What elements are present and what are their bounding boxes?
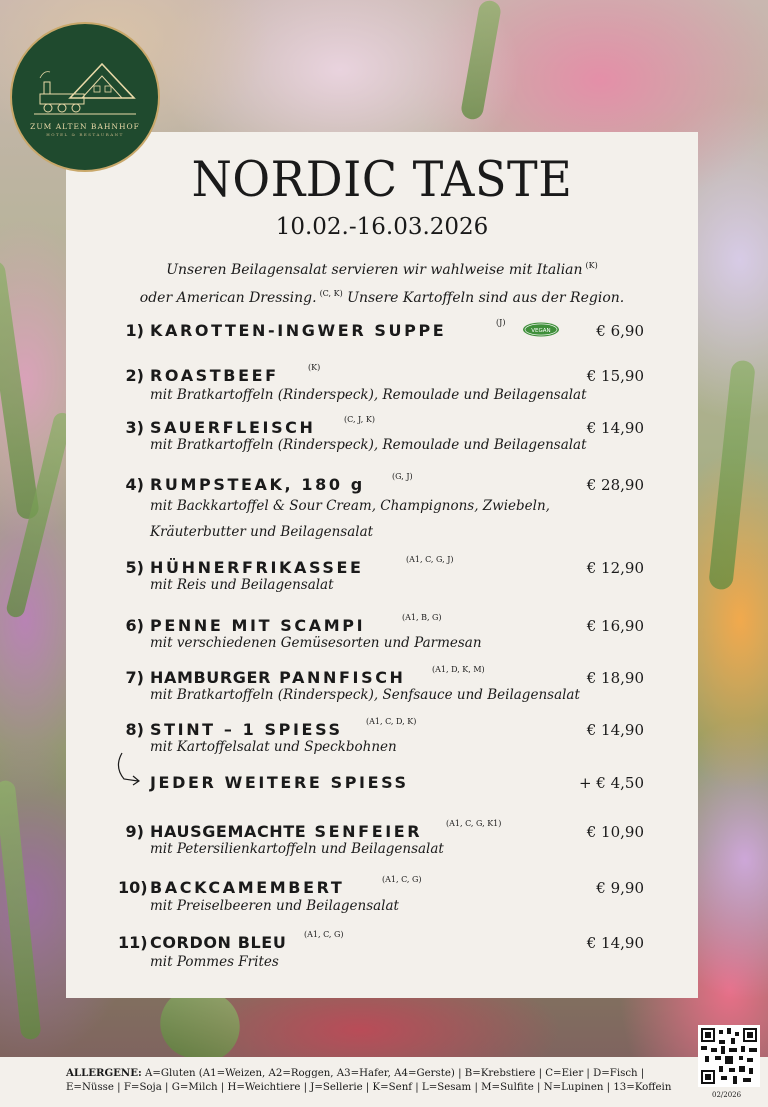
intro-line-2b: Unsere Kartoffeln sind aus der Region. [347, 290, 625, 306]
item-description: mit Bratkartoffeln (Rinderspeck), Senfsauce und Beilagensalat [150, 687, 580, 703]
item-description: mit Bratkartoffeln (Rinderspeck), Remoulade und Beilagensalat [150, 437, 587, 453]
item-number: 1) [125, 321, 144, 340]
item-price: € 14,90 [586, 419, 644, 437]
item-price: € 18,90 [586, 669, 644, 687]
item-name: JEDER WEITERE SPIESS [150, 773, 409, 792]
item-price: € 6,90 [596, 322, 644, 340]
item-description: mit Pommes Frites [150, 954, 279, 970]
item-description: mit Backkartoffel & Sour Cream, Champignons, Zwiebeln, [150, 498, 550, 514]
menu-card [66, 132, 698, 998]
qr-date: 02/2026 [712, 1091, 742, 1099]
item-name-part-b: PANNFISCH [279, 668, 406, 687]
item-allergens: (J) [496, 318, 506, 327]
item-name-part-b: SENFEIER [314, 822, 423, 841]
allergen-legend [66, 1066, 676, 1095]
item-price: € 14,90 [586, 934, 644, 952]
curved-arrow-icon [114, 751, 144, 787]
item-name: CORDON BLEU [150, 933, 287, 952]
qr-code[interactable] [698, 1025, 760, 1087]
item-price: € 15,90 [586, 367, 644, 385]
item-name: ROASTBEEF [150, 366, 279, 385]
item-number: 8) [125, 720, 144, 739]
item-number: 5) [125, 558, 144, 577]
item-price: € 10,90 [586, 823, 644, 841]
item-number: 11) [118, 933, 148, 952]
intro-allergens-1: (K) [585, 261, 598, 270]
item-price: € 16,90 [586, 617, 644, 635]
item-number: 4) [125, 475, 144, 494]
item-description: mit Reis und Beilagensalat [150, 577, 334, 593]
item-description: mit Kartoffelsalat und Speckbohnen [150, 739, 397, 755]
item-price: € 9,90 [596, 879, 644, 897]
item-name: SAUERFLEISCH [150, 418, 316, 437]
item-allergens: (A1, C, G, J) [406, 555, 454, 564]
item-number: 9) [125, 822, 144, 841]
item-name-part-a: HAUSGEMACHTE [150, 822, 307, 841]
item-name: BACKCAMEMBERT [150, 878, 345, 897]
item-number: 2) [125, 366, 144, 385]
allergen-line-2: E=Nüsse | F=Soja | G=Milch | H=Weichtiere | J=Sellerie | K=Senf | L=Sesam | M=Sulfite | N=Lupinen | 13=Koffein [66, 1082, 672, 1093]
allergen-line-1: A=Gluten (A1=Weizen, A2=Roggen, A3=Hafer, A4=Gerste) | B=Krebstiere | C=Eier | D=Fisch | [145, 1068, 645, 1079]
item-description: mit verschiedenen Gemüsesorten und Parmesan [150, 635, 482, 651]
item-description: mit Bratkartoffeln (Rinderspeck), Remoulade und Beilagensalat [150, 387, 587, 403]
item-allergens: (A1, B, G) [402, 613, 442, 622]
intro-line-2a: oder American Dressing. [139, 290, 317, 306]
leaf-decoration [0, 780, 42, 1041]
item-allergens: (A1, D, K, M) [432, 665, 485, 674]
item-number: 6) [125, 616, 144, 635]
item-price: € 28,90 [586, 476, 644, 494]
item-name: PENNE MIT SCAMPI [150, 616, 366, 635]
item-number: 3) [125, 418, 144, 437]
item-allergens: (C, J, K) [344, 415, 375, 424]
item-name-part-a: HAMBURGER [150, 668, 271, 687]
vegan-badge-label: VEGAN [531, 327, 551, 334]
restaurant-logo [10, 22, 160, 172]
item-allergens: (K) [308, 363, 321, 372]
item-name: HÜHNERFRIKASSEE [150, 558, 364, 577]
item-allergens: (A1, C, G) [382, 875, 422, 884]
item-description: mit Preiselbeeren und Beilagensalat [150, 898, 399, 914]
logo-name: ZUM ALTEN BAHNHOF [30, 121, 140, 131]
qr-code-icon [701, 1028, 757, 1084]
item-number: 7) [125, 668, 144, 687]
item-name: STINT – 1 SPIESS [150, 720, 343, 739]
vegan-leaf-icon [522, 322, 560, 337]
item-price: + € 4,50 [578, 774, 644, 792]
intro-line-1: Unseren Beilagensalat servieren wir wahlweise mit Italian [166, 262, 583, 278]
item-price: € 14,90 [586, 721, 644, 739]
leaf-decoration [708, 359, 756, 590]
menu-title: NORDIC TASTE [191, 150, 573, 208]
item-allergens: (A1, C, G) [304, 930, 344, 939]
station-house-icon [30, 58, 140, 120]
item-allergens: (A1, C, D, K) [366, 717, 417, 726]
item-name: RUMPSTEAK, 180 g [150, 475, 365, 494]
intro-allergens-2: (C, K) [319, 289, 343, 298]
item-price: € 12,90 [586, 559, 644, 577]
item-allergens: (A1, C, G, K1) [446, 819, 502, 828]
item-description: mit Petersilienkartoffeln und Beilagensalat [150, 841, 444, 857]
menu-dates: 10.02.-16.03.2026 [275, 214, 489, 240]
intro-text [106, 254, 658, 310]
allergen-footer [0, 1057, 768, 1107]
leaf-decoration [460, 0, 503, 121]
item-name: KAROTTEN-INGWER SUPPE [150, 321, 447, 340]
logo-subtitle: HOTEL & RESTAURANT [46, 131, 124, 137]
item-allergens: (G, J) [392, 472, 413, 481]
allergen-label: ALLERGENE: [66, 1067, 142, 1079]
item-description-2: Kräuterbutter und Beilagensalat [150, 524, 374, 540]
leaf-decoration [0, 260, 40, 521]
item-number: 10) [118, 878, 148, 897]
